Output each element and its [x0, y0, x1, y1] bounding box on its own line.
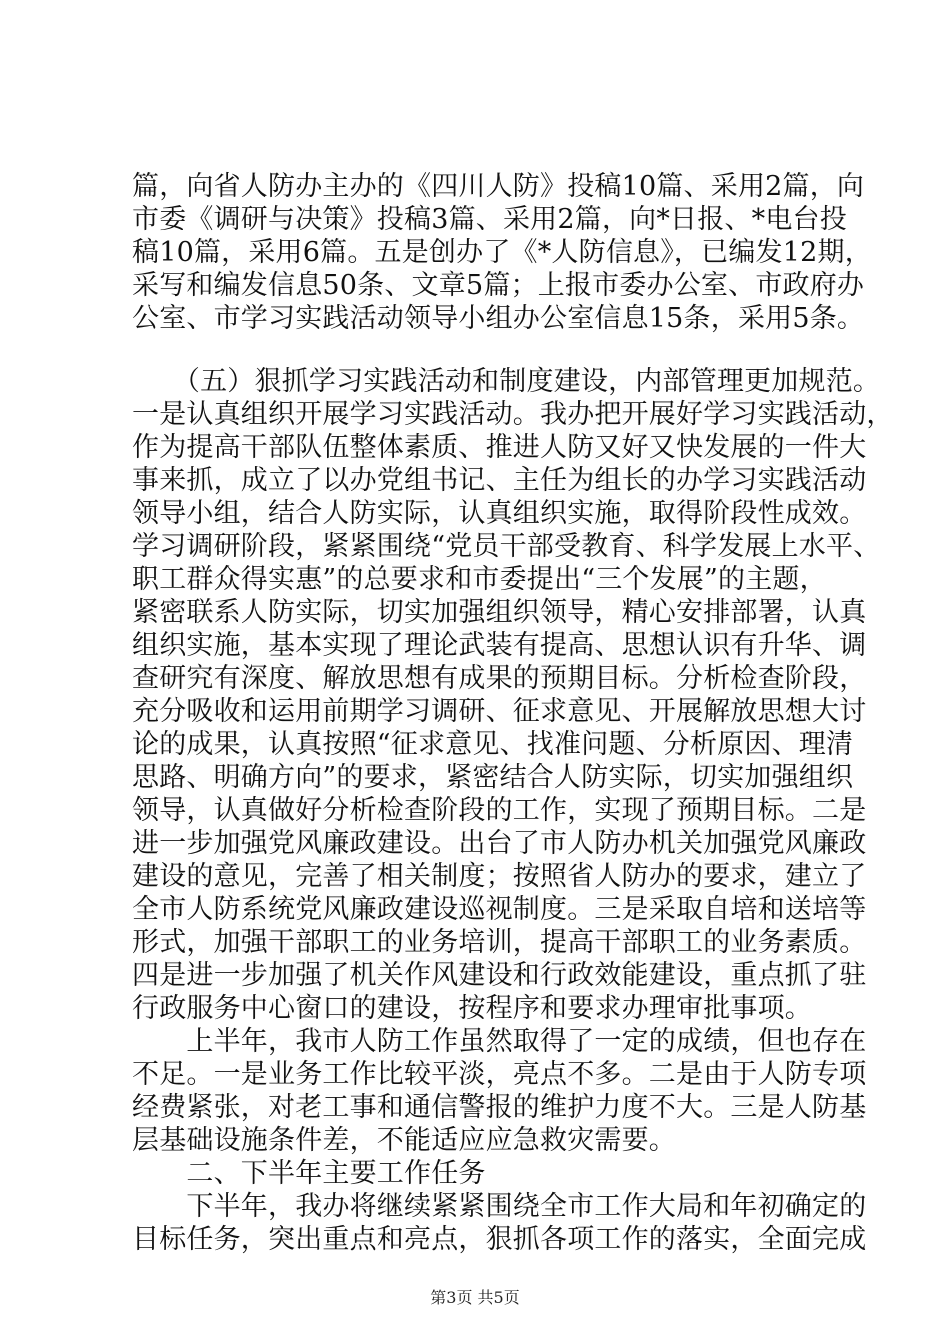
- text-line: 紧密联系人防实际，切实加强组织领导，精心安排部署，认真: [132, 597, 867, 628]
- text-line: 充分吸收和运用前期学习调研、征求意见、开展解放思想大讨: [132, 696, 867, 727]
- text-line: 形式，加强干部职工的业务培训，提高干部职工的业务素质。: [132, 927, 867, 958]
- text-line: 学习调研阶段，紧紧围绕“党员干部受教育、科学发展上水平、: [132, 531, 881, 562]
- text-line: 目标任务，突出重点和亮点，狠抓各项工作的落实，全面完成: [132, 1224, 867, 1255]
- text-line: 领导小组，结合人防实际，认真组织实施，取得阶段性成效。: [132, 498, 867, 529]
- text-line: 上半年，我市人防工作虽然取得了一定的成绩，但也存在: [132, 1026, 867, 1057]
- text-line: 职工群众得实惠”的总要求和市委提出“三个发展”的主题，: [132, 564, 827, 595]
- paragraph-block-2: [132, 365, 894, 1256]
- text-line: 作为提高干部队伍整体素质、推进人防又好又快发展的一件大: [132, 432, 867, 463]
- text-line: 行政服务中心窗口的建设，按程序和要求办理审批事项。: [132, 993, 812, 1024]
- document-body: [132, 170, 894, 1256]
- text-line: 一是认真组织开展学习实践活动。我办把开展好学习实践活动，: [132, 399, 894, 430]
- text-line: 层基础设施条件差，不能适应应急救灾需要。: [132, 1125, 676, 1156]
- paragraph-gap: [132, 335, 844, 365]
- section-heading: 二、下半年主要工作任务: [132, 1158, 486, 1189]
- text-line: 下半年，我办将继续紧紧围绕全市工作大局和年初确定的: [132, 1191, 867, 1222]
- text-line: 稿10篇，采用6篇。五是创办了《*人防信息》，已编发12期，: [132, 237, 872, 268]
- text-line: 组织实施，基本实现了理论武装有提高、思想认识有升华、调: [132, 630, 867, 661]
- text-line: 公室、市学习实践活动领导小组办公室信息15条，采用5条。: [132, 303, 865, 334]
- text-line: 经费紧张，对老工事和通信警报的维护力度不大。三是人防基: [132, 1092, 867, 1123]
- text-line: 篇，向省人防办主办的《四川人防》投稿10篇、采用2篇，向: [132, 171, 865, 202]
- text-line: 事来抓，成立了以办党组书记、主任为组长的办学习实践活动: [132, 465, 867, 496]
- text-line: 思路、明确方向”的要求，紧密结合人防实际，切实加强组织: [132, 762, 854, 793]
- text-line: 论的成果，认真按照“征求意见、找准问题、分析原因、理清: [132, 729, 854, 760]
- text-line: 建设的意见，完善了相关制度；按照省人防办的要求，建立了: [132, 861, 867, 892]
- page-number-footer: 第3页 共5页: [430, 1288, 520, 1307]
- text-line: 全市人防系统党风廉政建设巡视制度。三是采取自培和送培等: [132, 894, 867, 925]
- text-line: 不足。一是业务工作比较平淡，亮点不多。二是由于人防专项: [132, 1059, 867, 1090]
- text-line: 领导，认真做好分析检查阶段的工作，实现了预期目标。二是: [132, 795, 867, 826]
- paragraph-block-1: [132, 170, 872, 335]
- text-line: 四是进一步加强了机关作风建设和行政效能建设，重点抓了驻: [132, 960, 867, 991]
- text-line: （五）狠抓学习实践活动和制度建设，内部管理更加规范。: [132, 366, 881, 397]
- text-line: 采写和编发信息50条、文章5篇；上报市委办公室、市政府办: [132, 270, 865, 301]
- text-line: 查研究有深度、解放思想有成果的预期目标。分析检查阶段，: [132, 663, 867, 694]
- text-line: 进一步加强党风廉政建设。出台了市人防办机关加强党风廉政: [132, 828, 867, 859]
- text-line: 市委《调研与决策》投稿3篇、采用2篇，向*日报、*电台投: [132, 204, 847, 235]
